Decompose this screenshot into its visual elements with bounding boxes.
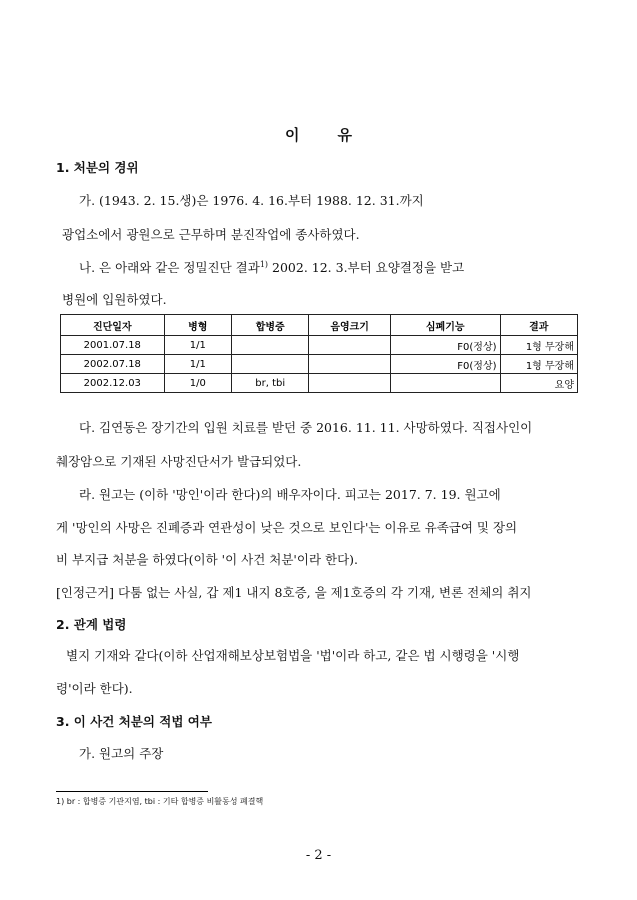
- evidence-basis: [인정근거] 다툼 없는 사실, 갑 제1 내지 8호증, 을 제1호증의 각 기재, 변론 전체의 취지: [56, 585, 532, 600]
- table-cell: 1/0: [164, 374, 231, 393]
- paragraph-na-line2: 병원에 입원하였다.: [62, 292, 167, 307]
- footnote-ref: 1): [259, 259, 269, 269]
- subsection-plaintiff-claim: 가. 원고의 주장: [79, 746, 164, 761]
- footnote-text: 1) br : 합병증 기관지염, tbi : 기타 합병증 비활동성 폐결핵: [56, 797, 264, 806]
- table-cell: 2002.12.03: [61, 374, 165, 393]
- paragraph-ga-line2: 광업소에서 광원으로 근무하며 분진작업에 종사하였다.: [62, 227, 360, 242]
- paragraph-da-line1: 다. 김연동은 장기간의 입원 치료를 받던 중 2016. 11. 11. 사망하였다. 직접사인이: [79, 420, 533, 435]
- header-shadow-size: 음영크기: [309, 315, 390, 336]
- table-cell: [231, 355, 308, 374]
- table-cell: 1형 무장해: [500, 336, 577, 355]
- paragraph-law-line2: 령'이라 한다).: [56, 681, 133, 696]
- footnote-divider: [56, 791, 208, 792]
- table-cell: [309, 374, 390, 393]
- section-heading-1: 1. 처분의 경위: [56, 160, 139, 175]
- table-cell: F0(정상): [390, 355, 500, 374]
- section-heading-2: 2. 관계 법령: [56, 617, 127, 632]
- table-cell: [309, 336, 390, 355]
- table-cell: 1형 무장해: [500, 355, 577, 374]
- table-cell: [231, 336, 308, 355]
- section-heading-3: 3. 이 사건 처분의 적법 여부: [56, 714, 212, 729]
- paragraph-ra-line3: 비 부지급 처분을 하였다(이하 '이 사건 처분'이라 한다).: [56, 552, 358, 567]
- paragraph-na-line1: 나. 은 아래와 같은 정밀진단 결과$^{1)}$ 2002. 12. 3.부터 요양결정을 받고: [79, 259, 465, 275]
- paragraph-da-line2: 췌장암으로 기재된 사망진단서가 발급되었다.: [56, 454, 302, 469]
- header-result: 결과: [500, 315, 577, 336]
- header-diagnosis-date: 진단일자: [61, 315, 165, 336]
- table-row: [61, 336, 578, 355]
- paragraph-ra-line2: 게 '망인의 사망은 진폐증과 연관성이 낮은 것으로 보인다'는 이유로 유족급여 및 장의: [56, 520, 518, 535]
- paragraph-ga-line1: 가. (1943. 2. 15.생)은 1976. 4. 16.부터 1988. 12. 31.까지: [79, 193, 424, 208]
- table-row: [61, 374, 578, 393]
- table-cell: 1/1: [164, 355, 231, 374]
- table-cell: br, tbi: [231, 374, 308, 393]
- header-complication: 합병증: [231, 315, 308, 336]
- table-cell: 1/1: [164, 336, 231, 355]
- document-title: 이 유: [285, 126, 352, 144]
- table-row: [61, 355, 578, 374]
- table-cell: [309, 355, 390, 374]
- table-cell: [390, 374, 500, 393]
- diagnosis-table: [60, 314, 578, 393]
- header-disease-type: 병형: [164, 315, 231, 336]
- paragraph-law-line1: 별지 기재와 같다(이하 산업재해보상보험법을 '법'이라 하고, 같은 법 시행령을 '시행: [66, 648, 520, 663]
- header-cardiopulmonary-function: 심폐기능: [390, 315, 500, 336]
- paragraph-ra-line1: 라. 원고는 (이하 '망인'이라 한다)의 배우자이다. 피고는 2017. 7. 19. 원고에: [79, 487, 501, 502]
- table-cell: 2002.07.18: [61, 355, 165, 374]
- table-cell: F0(정상): [390, 336, 500, 355]
- page-number: - 2 -: [305, 848, 332, 863]
- table-cell: 요양: [500, 374, 577, 393]
- table-header-row: [61, 315, 578, 336]
- table-cell: 2001.07.18: [61, 336, 165, 355]
